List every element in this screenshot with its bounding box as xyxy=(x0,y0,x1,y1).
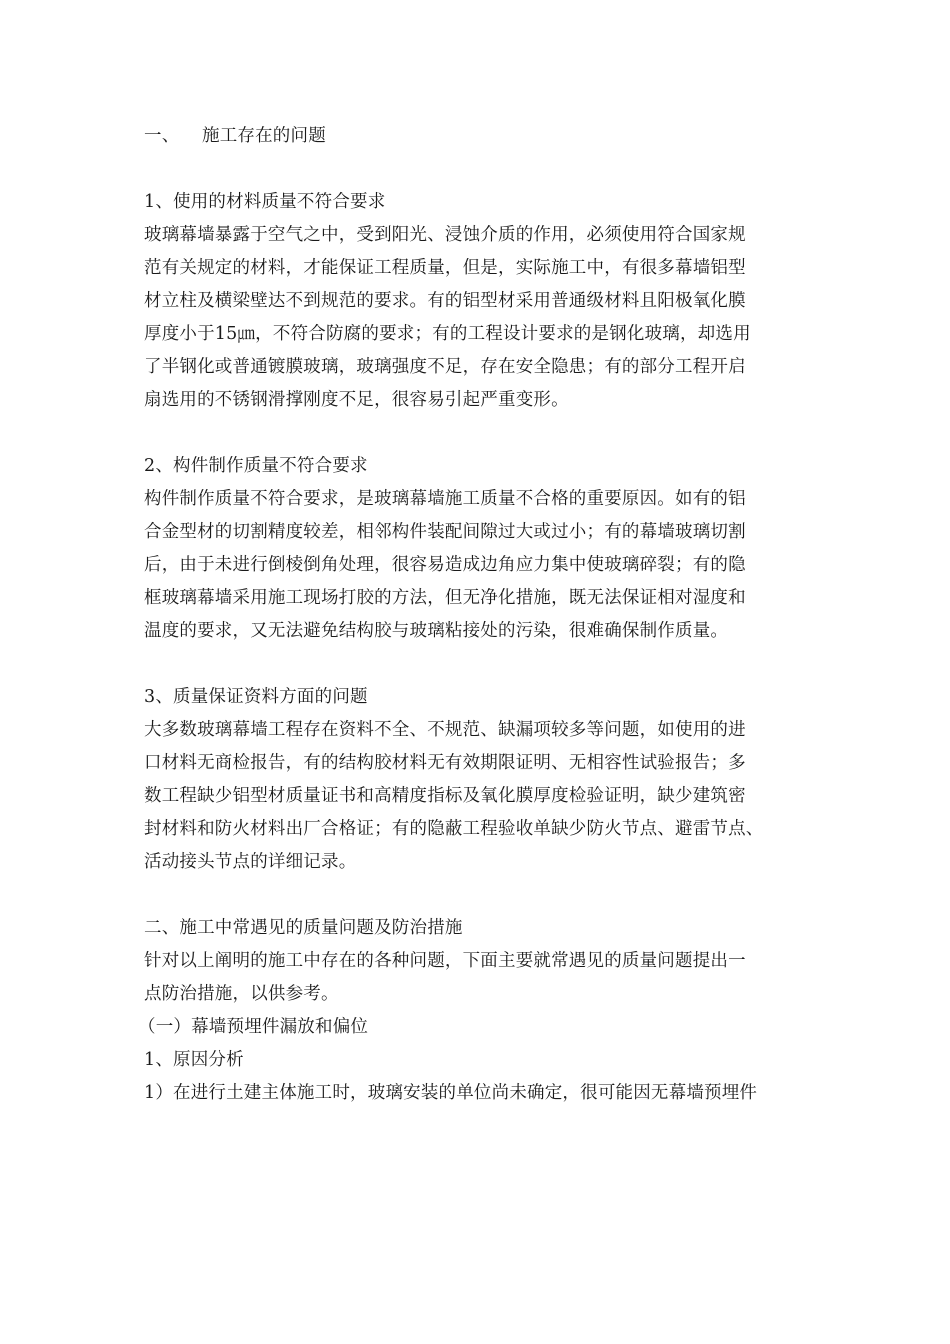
section-2-line: 点防治措施，以供参考。 xyxy=(144,984,339,1004)
item-2-line: 合金型材的切割精度较差，相邻构件装配间隙过大或过小；有的幕墙玻璃切割 xyxy=(144,522,746,542)
section-2-heading: 二、施工中常遇见的质量问题及防治措施 xyxy=(144,918,463,938)
item-3-line: 数工程缺少铝型材质量证书和高精度指标及氧化膜厚度检验证明，缺少建筑密 xyxy=(144,786,746,806)
item-1-line: 了半钢化或普通镀膜玻璃，玻璃强度不足，存在安全隐患；有的部分工程开启 xyxy=(144,357,746,377)
item-2-line: 构件制作质量不符合要求，是玻璃幕墙施工质量不合格的重要原因。如有的铝 xyxy=(144,489,746,509)
section-2-line: 针对以上阐明的施工中存在的各种问题，下面主要就常遇见的质量问题提出一 xyxy=(144,951,746,971)
item-1-body xyxy=(144,219,824,417)
item-2-line: 后，由于未进行倒棱倒角处理，很容易造成边角应力集中使玻璃碎裂；有的隐 xyxy=(144,555,746,575)
item-1-line: 玻璃幕墙暴露于空气之中，受到阳光、浸蚀介质的作用，必须使用符合国家规 xyxy=(144,225,746,245)
spacer xyxy=(144,153,824,186)
section-1-title xyxy=(144,120,824,153)
item-1-line: 材立柱及横梁壁达不到规范的要求。有的铝型材采用普通级材料且阳极氧化膜 xyxy=(144,291,746,311)
document-page xyxy=(138,120,824,1110)
section-1-title-text: 施工存在的问题 xyxy=(202,126,326,146)
cause-analysis-heading: 1、原因分析 xyxy=(144,1050,244,1070)
item-2-line: 温度的要求，又无法避免结构胶与玻璃粘接处的污染，很难确保制作质量。 xyxy=(144,621,729,641)
item-1-line: 范有关规定的材料，才能保证工程质量，但是，实际施工中，有很多幕墙铝型 xyxy=(144,258,746,278)
spacer xyxy=(144,648,824,681)
spacer xyxy=(144,417,824,450)
item-1-line: 厚度小于15㎛，不符合防腐的要求；有的工程设计要求的是钢化玻璃，却选用 xyxy=(144,324,751,344)
item-3-body xyxy=(144,714,824,879)
item-3-heading: 3、质量保证资料方面的问题 xyxy=(144,687,368,707)
item-2-heading: 2、构件制作质量不符合要求 xyxy=(144,456,368,476)
item-3-line: 口材料无商检报告，有的结构胶材料无有效期限证明、无相容性试验报告；多 xyxy=(144,753,746,773)
item-2-body xyxy=(144,483,824,648)
cause-item-1: 1）在进行土建主体施工时，玻璃安装的单位尚未确定，很可能因无幕墙预埋件 xyxy=(144,1083,758,1103)
spacer xyxy=(144,879,824,912)
item-3-line: 封材料和防火材料出厂合格证；有的隐蔽工程验收单缺少防火节点、避雷节点、 xyxy=(144,819,764,839)
item-1-heading: 1、使用的材料质量不符合要求 xyxy=(144,192,386,212)
item-3-line: 大多数玻璃幕墙工程存在资料不全、不规范、缺漏项较多等问题，如使用的进 xyxy=(144,720,746,740)
section-2-body xyxy=(144,945,824,1011)
item-2-line: 框玻璃幕墙采用施工现场打胶的方法，但无净化措施，既无法保证相对湿度和 xyxy=(144,588,746,608)
subsection-heading: （一）幕墙预埋件漏放和偏位 xyxy=(138,1017,369,1037)
item-1-line: 扇选用的不锈钢滑撑刚度不足，很容易引起严重变形。 xyxy=(144,390,569,410)
section-1-number: 一、 xyxy=(144,126,180,146)
item-3-line: 活动接头节点的详细记录。 xyxy=(144,852,357,872)
